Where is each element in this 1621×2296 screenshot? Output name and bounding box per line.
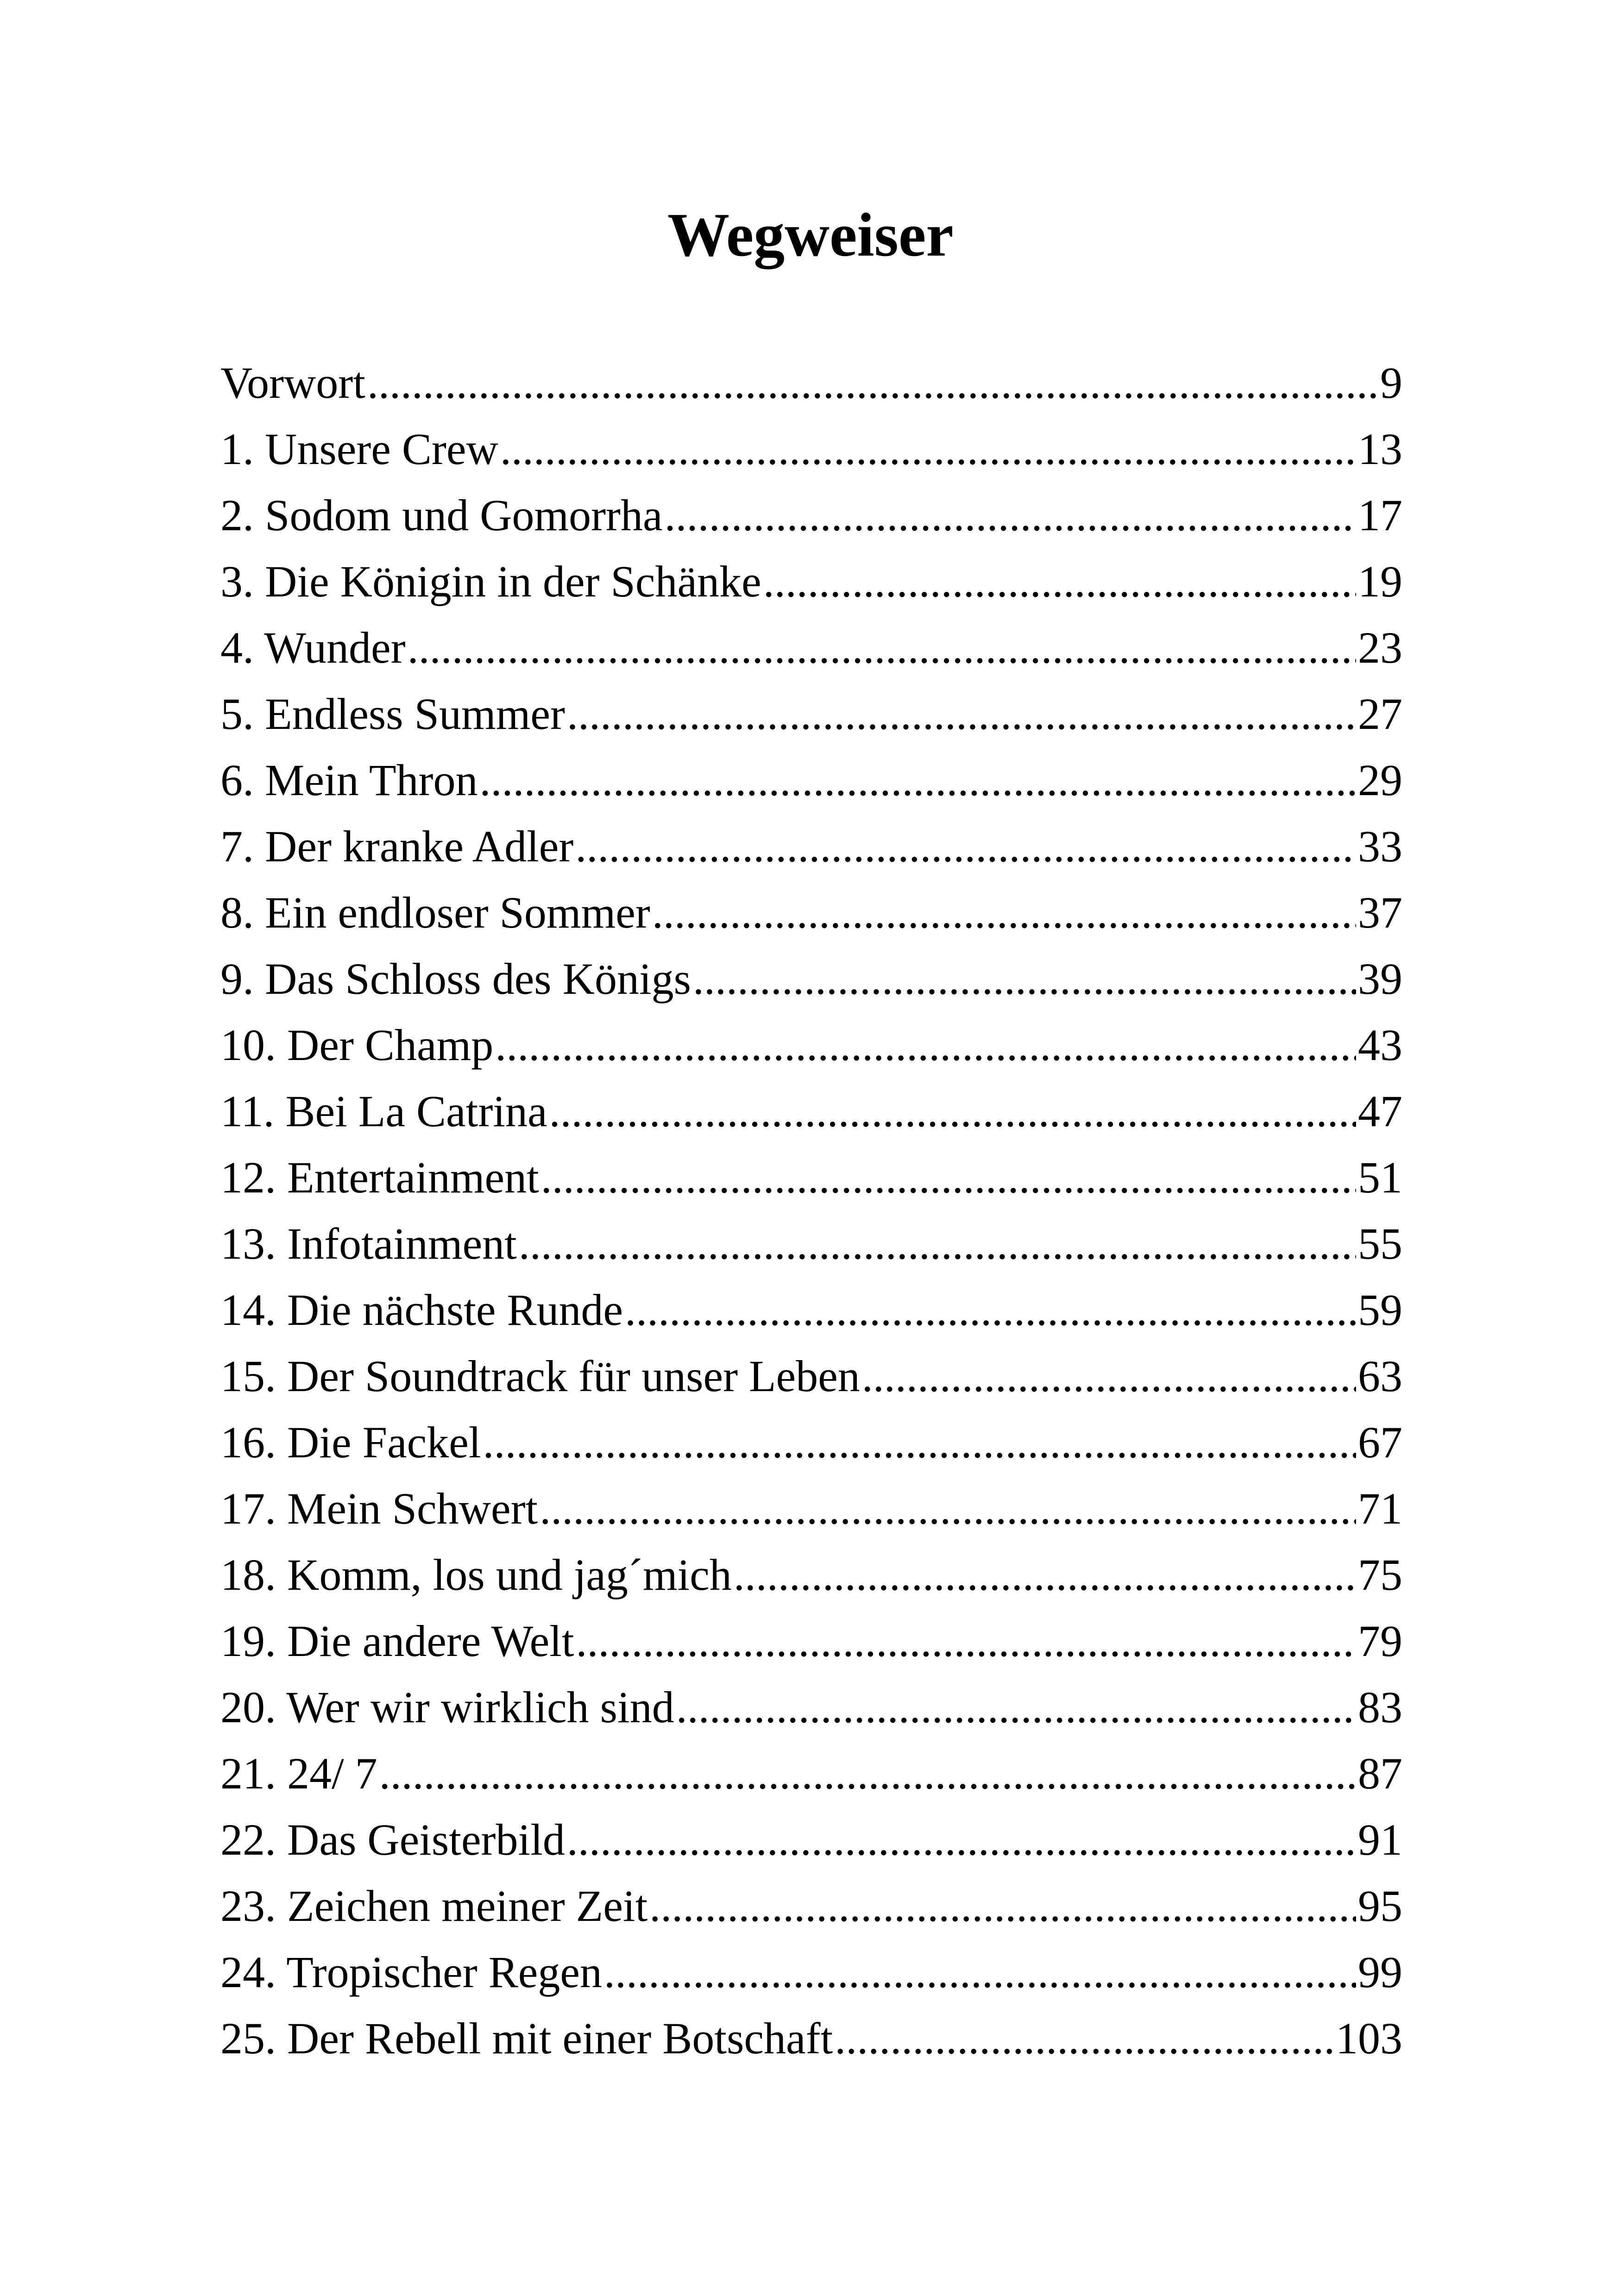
toc-entry [220,1144,1402,1211]
toc-entry-title: 18. Komm, los und jag´mich [220,1550,732,1600]
toc-page-number: 27 [1358,689,1402,739]
toc-entry-title: 20. Wer wir wirklich sind [220,1682,674,1732]
toc-entry-title: 14. Die nächste Runde [220,1285,623,1335]
dot-leader [693,946,1356,1012]
toc-page-number: 63 [1358,1351,1402,1401]
toc-entry-title: 10. Der Champ [220,1020,494,1070]
toc-entry-title: 17. Mein Schwert [220,1484,538,1533]
toc-entry [220,1740,1402,1807]
dot-leader [540,1475,1356,1542]
dot-leader [604,1939,1356,2005]
toc-page-number: 17 [1358,490,1402,540]
toc-entry [220,681,1402,747]
toc-entry [220,879,1402,946]
toc-entry [220,747,1402,813]
toc-page-number: 67 [1358,1418,1402,1467]
toc-entry [220,946,1402,1012]
dot-leader [649,1873,1356,1939]
toc-entry-title: 7. Der kranke Adler [220,822,574,871]
toc-entry [220,416,1402,482]
toc-entry-title: 22. Das Geisterbild [220,1815,565,1864]
toc-entry-title: 9. Das Schloss des Königs [220,954,691,1004]
toc-entry [220,1807,1402,1873]
toc-page-number: 47 [1358,1086,1402,1136]
dot-leader [567,681,1356,747]
toc-page-number: 51 [1358,1153,1402,1202]
toc-page-number: 55 [1358,1219,1402,1268]
toc-entry-title: 12. Entertainment [220,1153,539,1202]
toc-entry [220,813,1402,879]
toc-page-number: 39 [1358,954,1402,1004]
toc-page-number: 83 [1358,1682,1402,1732]
toc-entry-title: 25. Der Rebell mit einer Botschaft [220,2014,833,2063]
dot-leader [576,1608,1356,1674]
toc-entry-title: 2. Sodom und Gomorrha [220,490,663,540]
toc-page-number: 75 [1358,1550,1402,1600]
toc-entry [220,1343,1402,1409]
dot-leader [408,615,1356,681]
toc-page-number: 103 [1336,2014,1402,2063]
toc-entry [220,1211,1402,1277]
toc-page-number: 95 [1358,1881,1402,1931]
toc-entry-title: 16. Die Fackel [220,1418,481,1467]
toc-entry-title: 5. Endless Summer [220,689,565,739]
dot-leader [676,1674,1356,1740]
dot-leader [567,1807,1356,1873]
toc-entry-title: 21. 24/ 7 [220,1749,377,1798]
toc-entry-title: 8. Ein endloser Sommer [220,888,650,937]
toc-entry [220,1674,1402,1740]
toc-entry-title: 19. Die andere Welt [220,1616,574,1666]
toc-page-number: 87 [1358,1749,1402,1798]
dot-leader [541,1144,1356,1211]
toc-entry [220,350,1402,416]
dot-leader [367,350,1378,416]
toc-page-number: 91 [1358,1815,1402,1864]
dot-leader [763,548,1356,615]
dot-leader [500,416,1356,482]
dot-leader [862,1343,1356,1409]
dot-leader [652,879,1356,946]
dot-leader [483,1409,1357,1475]
toc-entry [220,2005,1402,2071]
dot-leader [480,747,1356,813]
toc-entry [220,1873,1402,1939]
toc-page-number: 29 [1358,755,1402,805]
toc-entry-title: 1. Unsere Crew [220,424,498,474]
toc-entry [220,1939,1402,2005]
toc-entry-title: 3. Die Königin in der Schänke [220,557,761,606]
dot-leader [665,482,1356,548]
page-title: Wegweiser [667,201,954,269]
toc-page-number: 23 [1358,623,1402,672]
dot-leader [734,1542,1356,1608]
toc-page-number: 71 [1358,1484,1402,1533]
dot-leader [495,1012,1356,1078]
toc-page-number: 13 [1358,424,1402,474]
dot-leader [549,1078,1356,1144]
toc-entry [220,1078,1402,1144]
dot-leader [625,1277,1356,1343]
toc-page-number: 19 [1358,557,1402,606]
toc-entry-title: 4. Wunder [220,623,406,672]
toc-entry [220,615,1402,681]
toc-page-number: 99 [1358,1947,1402,1997]
dot-leader [379,1740,1356,1807]
toc-entry-title: 23. Zeichen meiner Zeit [220,1881,648,1931]
toc-page-number: 59 [1358,1285,1402,1335]
dot-leader [575,813,1356,879]
toc-entry [220,1475,1402,1542]
toc-entry-title: Vorwort [220,358,365,408]
toc-page-number: 43 [1358,1020,1402,1070]
toc-page-number: 37 [1358,888,1402,937]
toc-entry [220,548,1402,615]
toc-entry [220,1277,1402,1343]
toc-entry [220,482,1402,548]
toc-entry [220,1409,1402,1475]
toc-entry [220,1608,1402,1674]
dot-leader [835,2005,1334,2071]
toc-entry [220,1012,1402,1078]
toc-entry-title: 15. Der Soundtrack für unser Leben [220,1351,860,1401]
dot-leader [519,1211,1356,1277]
toc-entry-title: 11. Bei La Catrina [220,1086,547,1136]
toc-entry-title: 24. Tropischer Regen [220,1947,602,1997]
toc-entry [220,1542,1402,1608]
toc-entry-title: 6. Mein Thron [220,755,478,805]
table-of-contents [220,350,1402,2071]
toc-page-number: 33 [1358,822,1402,871]
toc-page-number: 79 [1358,1616,1402,1666]
toc-entry-title: 13. Infotainment [220,1219,517,1268]
toc-page-number: 9 [1380,358,1402,408]
